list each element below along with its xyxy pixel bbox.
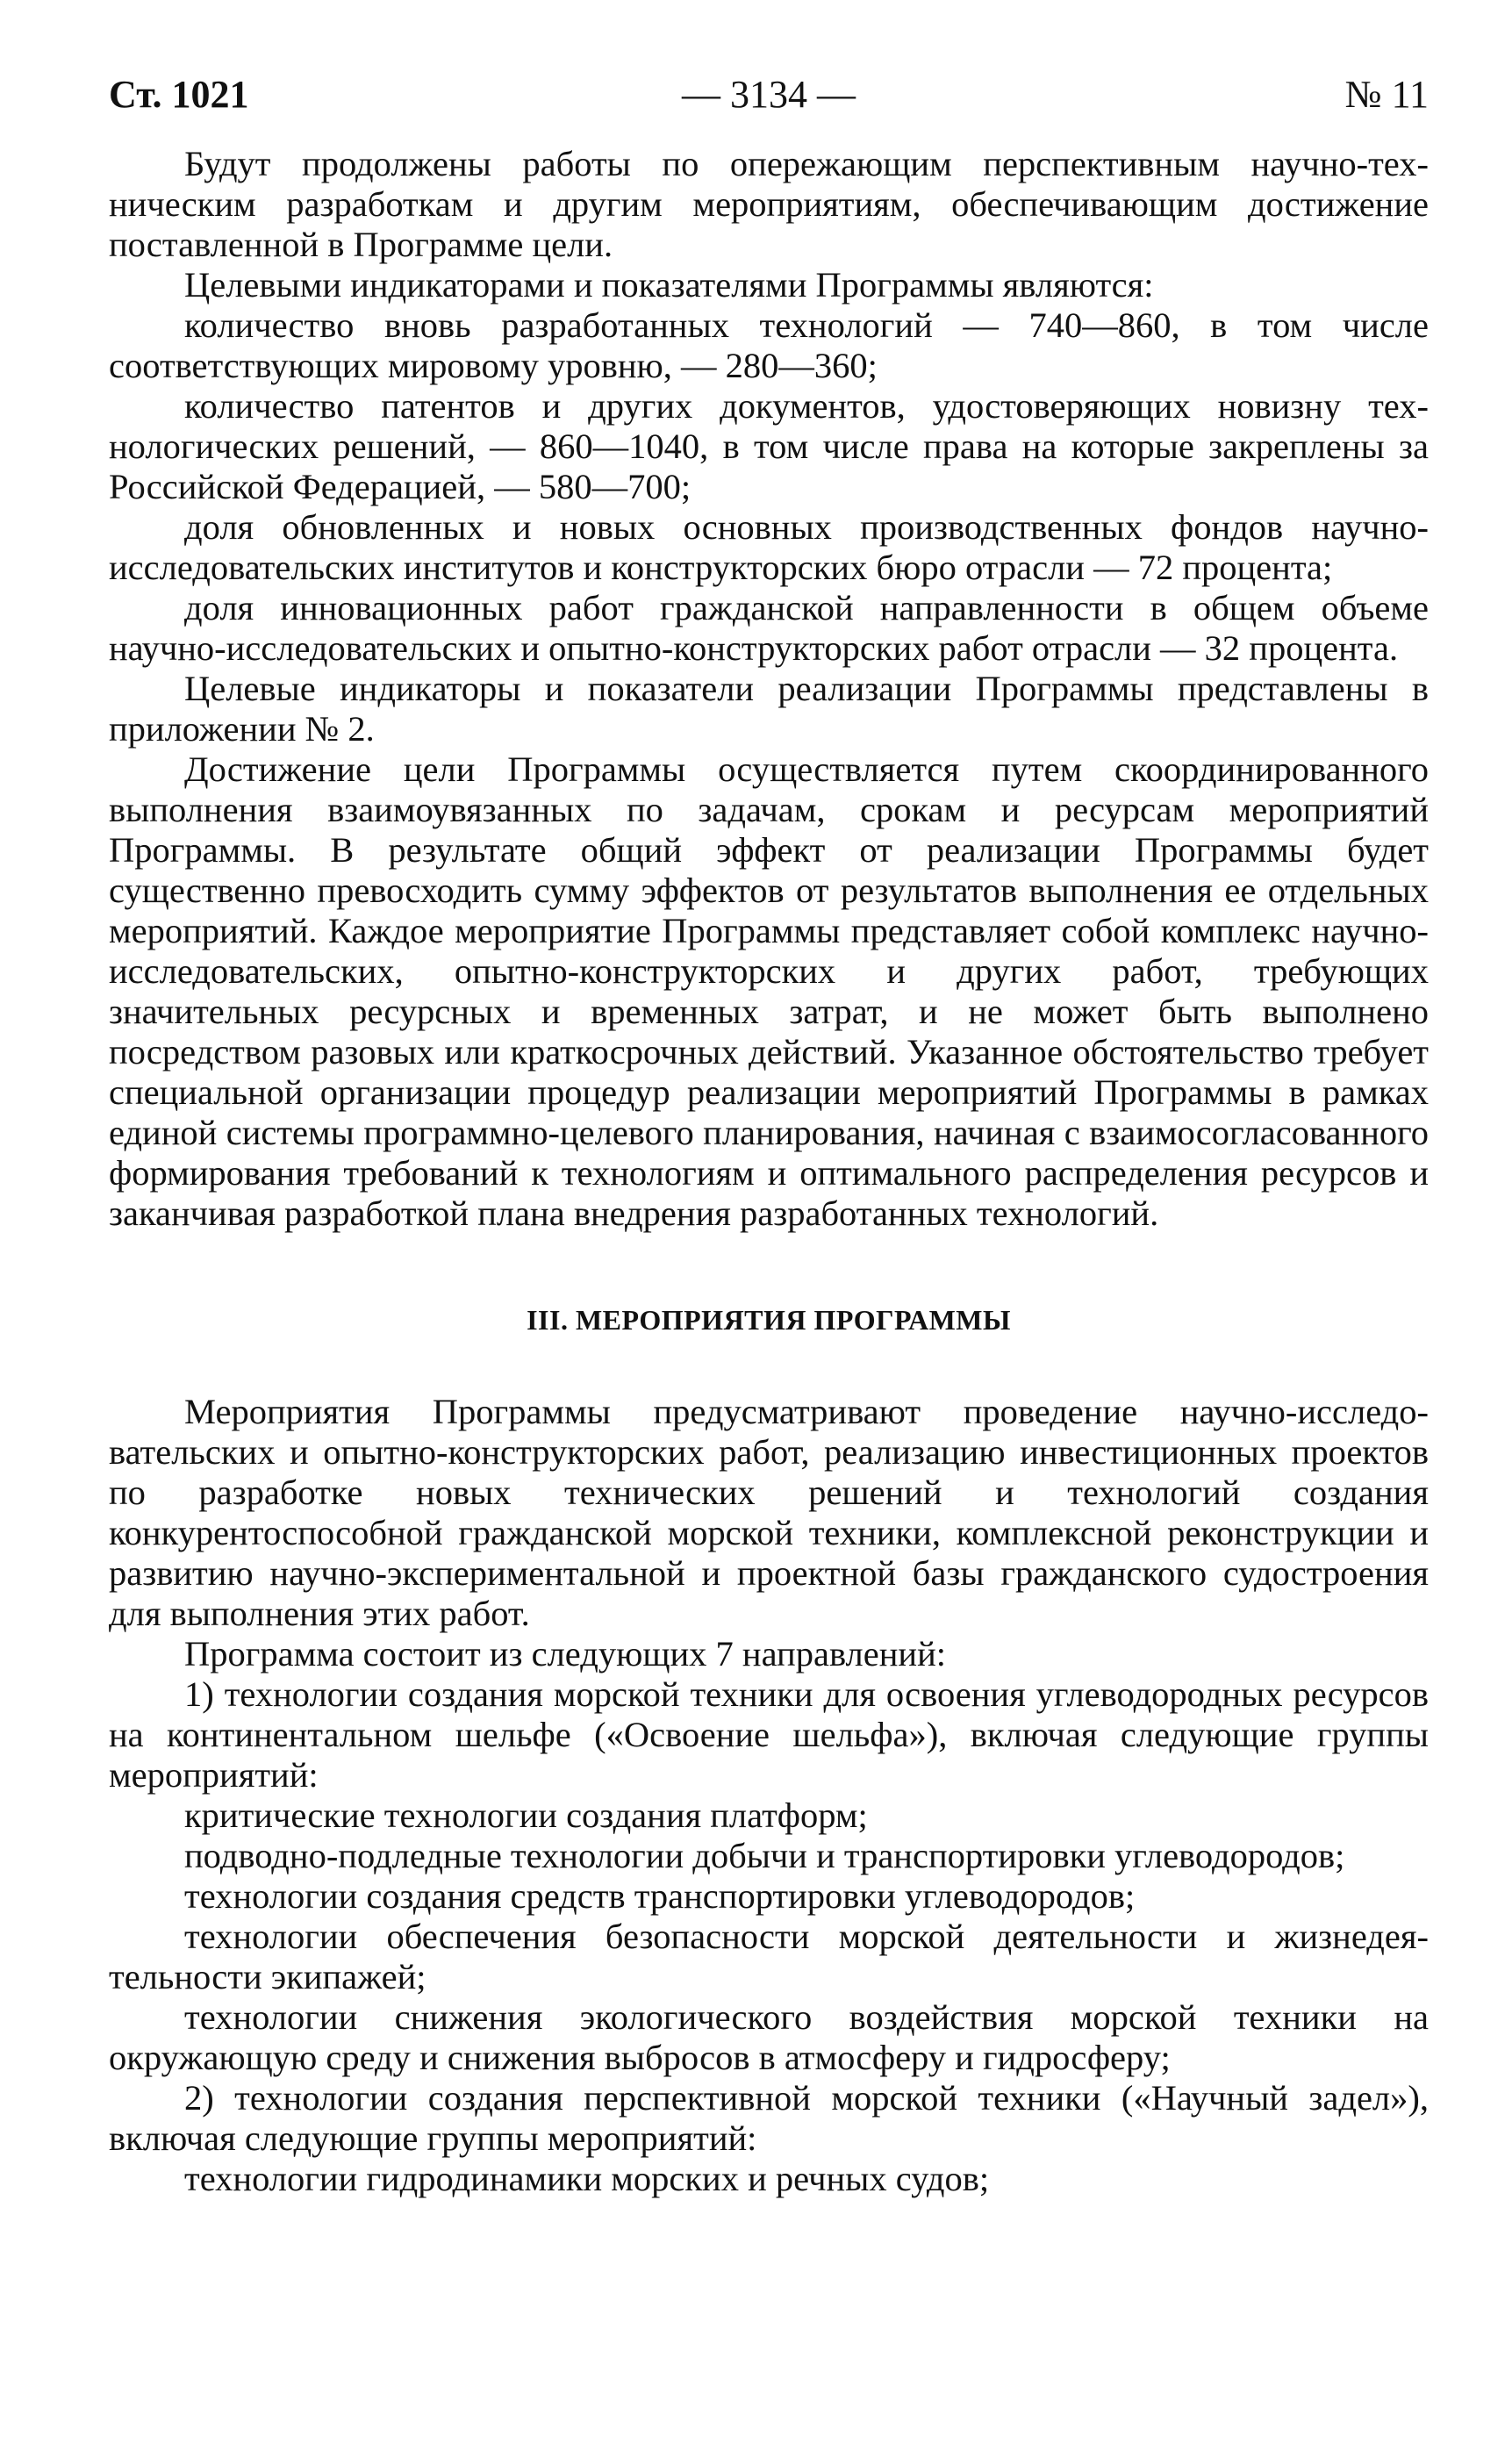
paragraph: Программа состоит из следующих 7 направлений: xyxy=(184,1634,947,1674)
list-item: технологии гидродинамики морских и речных судов; xyxy=(184,2159,990,2198)
document-page xyxy=(109,74,1429,2199)
paragraph: Целевыми индикаторами и показателями Программы являются: xyxy=(184,265,1154,305)
page-header xyxy=(109,74,1429,144)
list-item: 2) технологии создания перспективной морской техники («Научный задел»), включая следующие группы мероприятий: xyxy=(109,2078,1429,2158)
list-item: доля обновленных и новых основных производственных фондов научно-исследовательских институтов и конструкторских бюро отрасли — 72 процента; xyxy=(109,507,1429,587)
list-item: критические технологии создания платформ; xyxy=(184,1795,868,1835)
list-item: технологии обеспечения безопасности морской деятельности и жизнедеятельности экипажей; xyxy=(109,1917,1429,1996)
section-heading: III. МЕРОПРИЯТИЯ ПРОГРАММЫ xyxy=(527,1304,1011,1336)
paragraph: Целевые индикаторы и показатели реализации Программы представлены в приложении № 2. xyxy=(109,669,1429,749)
section-goals xyxy=(109,144,1429,1234)
list-item: технологии снижения экологического воздействия морской техники на окружающую среду и снижения выбросов в атмосферу и гидросферу; xyxy=(109,1997,1429,2077)
page-number: — 3134 — xyxy=(682,73,856,116)
list-item: 1) технологии создания морской техники для освоения углеводородных ресурсов на континентальном шельфе («Освоение шельфа»), включая следующие группы мероприятий: xyxy=(109,1674,1429,1795)
list-item: количество вновь разработанных технологий — 740—860, в том числе соответствующих мировому уровню, — 280—360; xyxy=(109,305,1429,385)
paragraph: Будут продолжены работы по опережающим перспективным научно-техническим разработкам и другим мероприятиям, обеспечивающим достижение поставленной в Программе цели. xyxy=(109,144,1429,264)
list-item: количество патентов и других документов, удостоверяющих новизну технологических решений, — 860—1040, в том числе права на которые закреплены за Российской Федерацией, — 580—700; xyxy=(109,386,1429,506)
paragraph: Мероприятия Программы предусматривают проведение научно-исследовательских и опытно-конструкторских работ, реализацию инвестиционных проектов по разработке новых технических решений и технологий создания конкурентоспособной гражданской морской техники, комплексной реконструкции и развитию научно-экспериментальной и проектной базы гражданского судостроения для выполнения этих работ. xyxy=(109,1392,1429,1633)
list-item: доля инновационных работ гражданской направленности в общем объеме научно-исследовательских и опытно-конструкторских работ отрасли — 32 процента. xyxy=(109,588,1429,668)
list-item: подводно-подледные технологии добычи и транспортировки углеводородов; xyxy=(184,1836,1345,1875)
issue-number: № 11 xyxy=(1344,73,1429,116)
article-number: Ст. 1021 xyxy=(109,73,249,116)
section-measures xyxy=(109,1392,1429,2199)
list-item: технологии создания средств транспортировки углеводородов; xyxy=(184,1876,1136,1916)
paragraph: Достижение цели Программы осуществляется путем скоординированного выполнения взаимоувязанных по задачам, срокам и ресурсам мероприятий Программы. В результате общий эффект от реализации Программы будет существенно превосходить сумму эффектов от результатов выполнения ее отдельных мероприятий. Каждое мероприятие Программы представляет собой комплекс научно-исследовательских, опытно-конструкторских и других работ, требующих значительных ресурсных и временных затрат, и не может быть выполнено посредством разовых или краткосрочных действий. Указанное обстоятельство требует специальной организации процедур реализации мероприятий Программы в рамках единой системы программно-целевого планирования, начиная с взаимосогласованного формирования требований к технологиям и оптимального распределения ресурсов и заканчивая разработкой плана внедрения разработанных технологий. xyxy=(109,749,1429,1233)
